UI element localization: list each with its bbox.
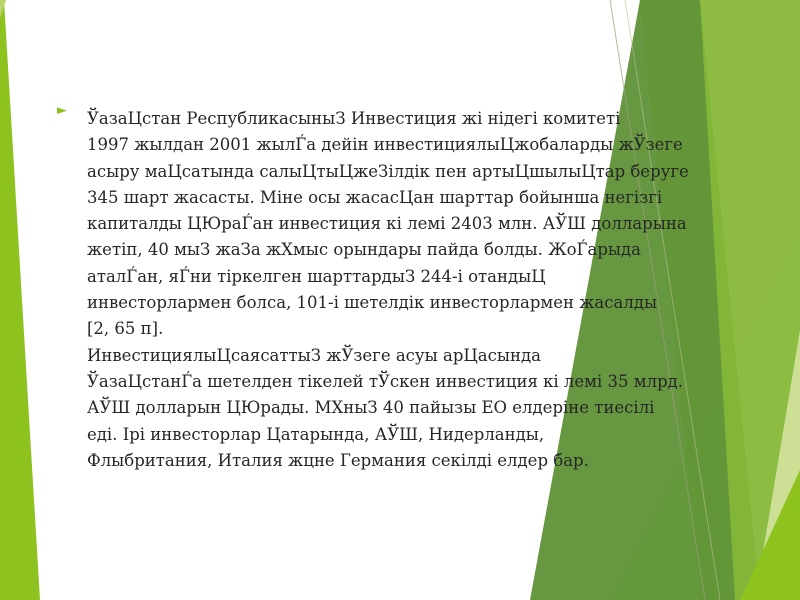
text-line: аталЃан, яЃни тіркелген шарттардыЗ 244-і отандыЦ — [87, 266, 546, 286]
text-line: еді. Ірі инвесторлар Цатарында, АЎШ, Нидерланды, — [87, 424, 545, 444]
text-line: капиталды ЦЮраЃан инвестиция кі лемі 2403 млн. АЎШ долларына — [87, 214, 687, 234]
text-line: асыру маЦсатында салыЦтыЦжеЗілдік пен артыЦшылыЦтар беруге — [87, 161, 689, 181]
text-line: ЎазаЦстанЃа шетелден тікелей тЎскен инвестиция кі лемі 35 млрд. — [87, 371, 684, 391]
text-line: 345 шарт жасасты. Міне осы жасасЦан шарттар бойынша негізгі — [87, 187, 663, 207]
slide-body-text — [87, 106, 727, 474]
text-line: [2, 65 п]. — [87, 319, 164, 339]
bullet-arrow-icon: ► — [57, 103, 67, 118]
text-line: 1997 жылдан 2001 жылЃа дейін инвестициялыЦжобаларды жЎзеге — [87, 135, 683, 155]
text-line: ИнвестициялыЦсаясаттыЗ жЎзеге асуы арЦасында — [87, 345, 541, 365]
text-line: ЎазаЦстан РеспубликасыныЗ Инвестиция жі нідегі комитеті — [87, 109, 621, 128]
text-line: АЎШ долларын ЦЮрады. МХныЗ 40 пайызы ЕО елдеріне тиесілі — [87, 398, 655, 418]
left-green-stripe — [0, 0, 40, 600]
text-line: жетіп, 40 мыЗ жаЗа жХмыс орындары пайда болды. ЖоЃарыда — [87, 240, 642, 260]
text-line: инвесторлармен болса, 101-і шетелдік инвесторлармен жасалды — [87, 293, 658, 313]
text-line: Флыбритания, Италия жцне Германия секілді елдер бар. — [87, 450, 589, 470]
